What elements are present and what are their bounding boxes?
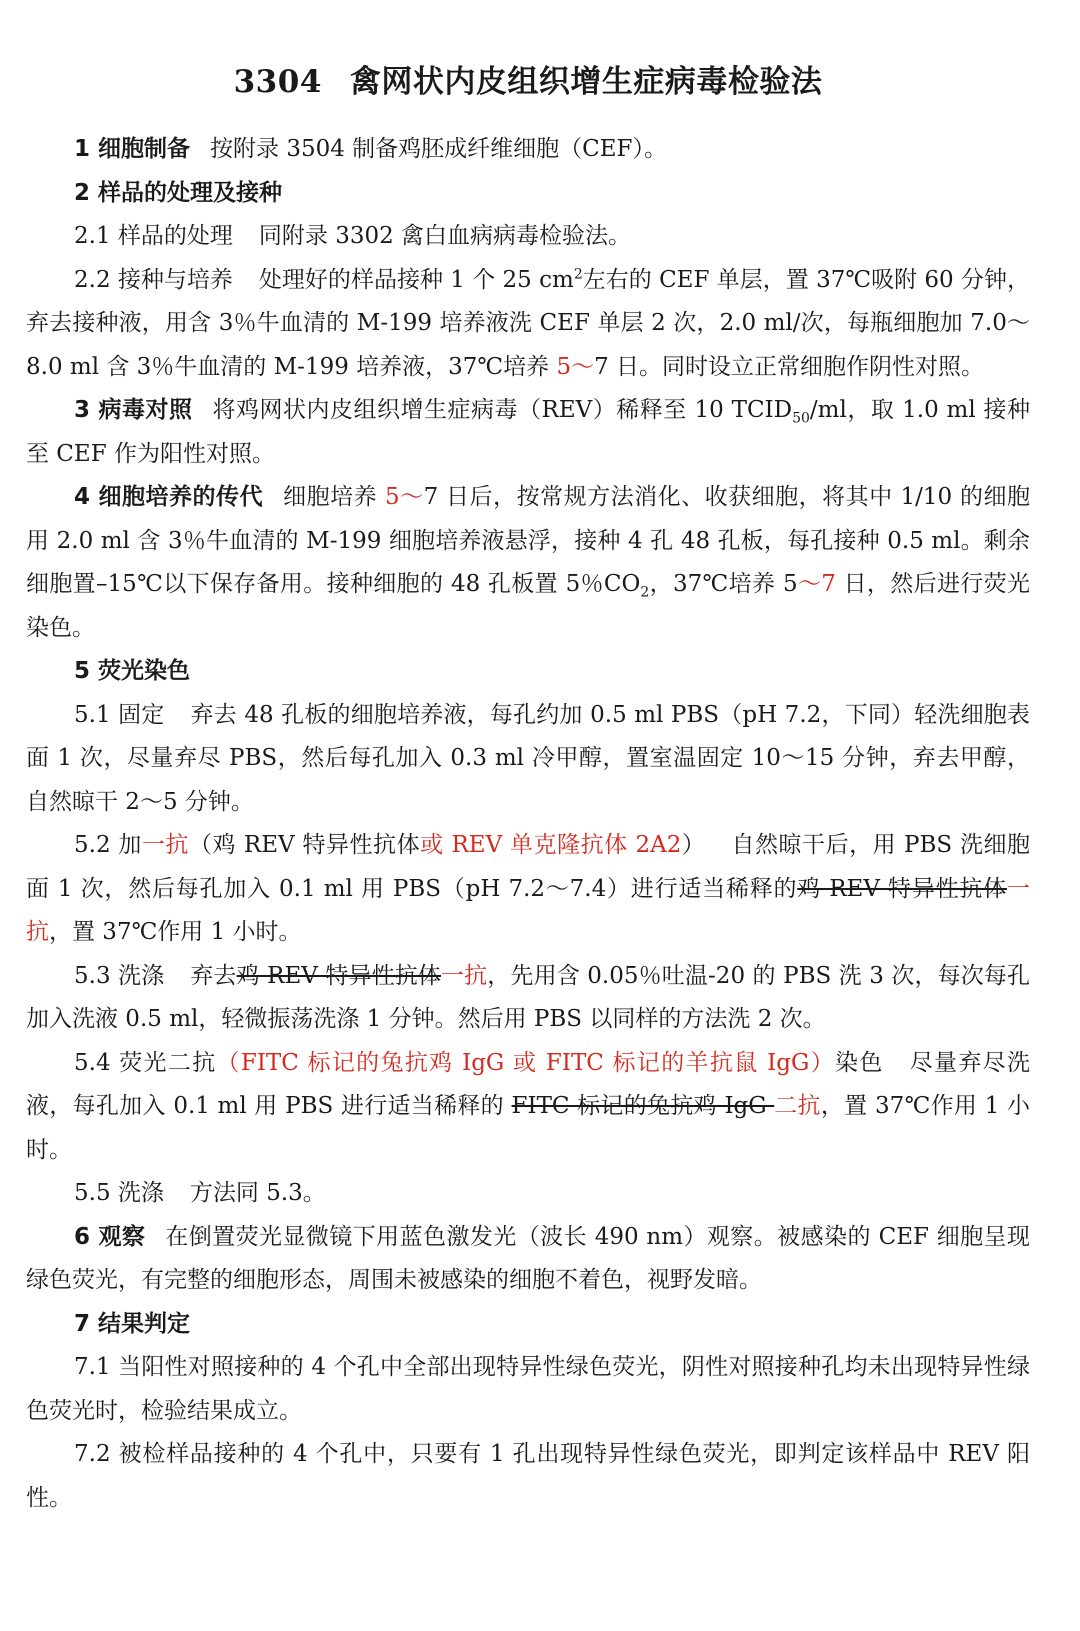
section-5-heading: 5 荧光染色: [74, 658, 191, 684]
paragraph-5-2-label: 5.2 加: [74, 832, 142, 858]
tcid-subscript: 50: [792, 410, 810, 427]
paragraph-2-2-text-2: 左右的 CEF 单层，置 37℃吸附 60 分钟，弃去接种液，用含 3％牛血清的 M-199 培养液洗 CEF 单层 2 次，2.0 ml/次，每瓶细胞加 7.0～8.0 ml 含 3％牛血清的 M-199 培养液，37℃培养: [26, 266, 1030, 380]
red-revision: 一抗: [26, 875, 1031, 945]
section-3: [26, 389, 1030, 476]
paragraph-5-3-text-1: 弃去: [190, 962, 237, 989]
title-number: 3304: [233, 64, 322, 100]
section-1-heading: 1 细胞制备: [74, 136, 191, 162]
paragraph-5-2-text-2: ）: [681, 832, 706, 858]
paragraph-5-1-text: 弃去 48 孔板的细胞培养液，每孔约加 0.5 ml PBS（pH 7.2，下同）轻洗细胞表面 1 次，尽量弃尽 PBS，然后每孔加入 0.3 ml 冷甲醇，置室温固定 10～15 分钟，弃去甲醇，自然晾干 2～5 分钟。: [26, 701, 1030, 815]
paragraph-5-4-text-2: 尽量弃尽洗液，每孔加入 0.1 ml 用 PBS 进行适当稀释的: [26, 1049, 1031, 1119]
section-4-text-3: ，37℃培养 5: [649, 571, 798, 597]
struck-text: FITC 标记的兔抗鸡 IgG: [511, 1093, 775, 1119]
paragraph-5-3-text-2: ，先用含 0.05％吐温-20 的 PBS 洗 3 次，每次每孔加入洗液 0.5 ml，轻微振荡洗涤 1 分钟。然后用 PBS 以同样的方法洗 2 次。: [26, 962, 1031, 1032]
red-revision: 二抗: [774, 1093, 821, 1119]
section-4: [26, 476, 1030, 650]
paragraph-5-4: [26, 1042, 1030, 1173]
paragraph-5-5: [26, 1172, 1030, 1216]
red-revision: 或 REV 单克隆抗体 2A2: [420, 832, 682, 858]
red-revision: 5～: [556, 353, 595, 380]
section-2-heading: 2 样品的处理及接种: [74, 179, 283, 206]
page-title: [26, 58, 1030, 106]
struck-text: 鸡 REV 特异性抗体: [797, 875, 1008, 902]
red-revision: 5～: [384, 484, 424, 510]
paragraph-2-2: [26, 259, 1030, 390]
co2-subscript: 2: [640, 584, 650, 601]
section-2-heading-line: [26, 172, 1030, 216]
red-revision: ～7: [797, 571, 836, 597]
paragraph-5-1: [26, 694, 1030, 825]
paragraph-5-3: [26, 955, 1030, 1042]
section-3-text-1: 将鸡网状内皮组织增生症病毒（REV）稀释至 10 TCID: [212, 397, 793, 423]
paragraph-7-1: 7.1 当阳性对照接种的 4 个孔中全部出现特异性绿色荧光，阴性对照接种孔均未出现特异性绿色荧光时，检验结果成立。: [26, 1354, 1030, 1424]
paragraph-5-5-label: 5.5 洗涤: [74, 1180, 164, 1206]
paragraph-2-2-text-3: 7 日。同时设立正常细胞作阴性对照。: [594, 353, 985, 380]
section-5-heading-line: [26, 650, 1030, 694]
section-6-heading: 6 观察: [74, 1223, 146, 1250]
paragraph-5-2: [26, 824, 1030, 955]
section-1: [26, 128, 1030, 172]
paragraph-2-1-text: 同附录 3302 禽白血病病毒检验法。: [258, 223, 632, 249]
red-revision: 一抗: [141, 832, 190, 858]
paragraph-5-5-text: 方法同 5.3。: [189, 1180, 326, 1206]
paragraph-5-4-label: 5.4 荧光二抗: [74, 1049, 217, 1076]
section-1-text: 按附录 3504 制备鸡胚成纤维细胞（CEF）。: [210, 136, 668, 162]
section-3-text-2: /ml，取 1.0 ml 接种至 CEF 作为阳性对照。: [26, 397, 1030, 467]
paragraph-5-4-text-3: ，置 37℃作用 1 小时。: [26, 1093, 1031, 1163]
unit-superscript: 2: [573, 265, 583, 282]
section-4-text-1: 细胞培养: [283, 484, 385, 510]
section-7-heading: 7 结果判定: [74, 1310, 191, 1337]
section-6-text: 在倒置荧光显微镜下用蓝色激发光（波长 490 nm）观察。被感染的 CEF 细胞呈现绿色荧光，有完整的细胞形态，周围未被感染的细胞不着色，视野发暗。: [26, 1223, 1030, 1293]
section-6: [26, 1216, 1030, 1303]
section-4-text-4: 日，然后进行荧光染色。: [26, 571, 1030, 641]
red-revision: （FITC 标记的兔抗鸡 IgG 或 FITC 标记的羊抗鼠 IgG）: [216, 1049, 836, 1076]
paragraph-5-1-label: 5.1 固定: [74, 701, 165, 728]
section-4-heading: 4 细胞培养的传代: [74, 484, 264, 510]
paragraph-2-2-text-1: 处理好的样品接种 1 个 25 cm: [258, 266, 574, 293]
struck-text: 鸡 REV 特异性抗体: [236, 962, 442, 989]
paragraph-7-2: 7.2 被检样品接种的 4 个孔中，只要有 1 孔出现特异性绿色荧光，即判定该样品中 REV 阳性。: [26, 1441, 1030, 1511]
paragraph-2-2-label: 2.2 接种与培养: [74, 266, 233, 293]
paragraph-5-2-text-4: ，置 37℃作用 1 小时。: [49, 919, 302, 945]
section-3-heading: 3 病毒对照: [74, 397, 193, 423]
section-4-text-2: 7 日后，按常规方法消化、收获细胞，将其中 1/10 的细胞用 2.0 ml 含 3％牛血清的 M-199 细胞培养液悬浮，接种 4 孔 48 孔板，每孔接种 0.5 ml。剩余细胞置–15℃以下保存备用。接种细胞的 48 孔板置 5％CO: [26, 484, 1031, 597]
red-revision: 一抗: [441, 962, 488, 989]
section-7-heading-line: [26, 1303, 1030, 1347]
paragraph-5-4-text-1: 染色: [835, 1049, 884, 1076]
paragraph-2-1: [26, 215, 1030, 259]
paragraph-5-2-text-1: （鸡 REV 特异性抗体: [189, 832, 421, 858]
title-text: 禽网状内皮组织增生症病毒检验法: [349, 64, 823, 100]
paragraph-5-2-text-3: 自然晾干后，用 PBS 洗细胞面 1 次，然后每孔加入 0.1 ml 用 PBS（pH 7.2～7.4）进行适当稀释的: [26, 832, 1031, 902]
paragraph-2-1-label: 2.1 样品的处理: [74, 223, 233, 249]
paragraph-5-3-label: 5.3 洗涤: [74, 962, 165, 989]
